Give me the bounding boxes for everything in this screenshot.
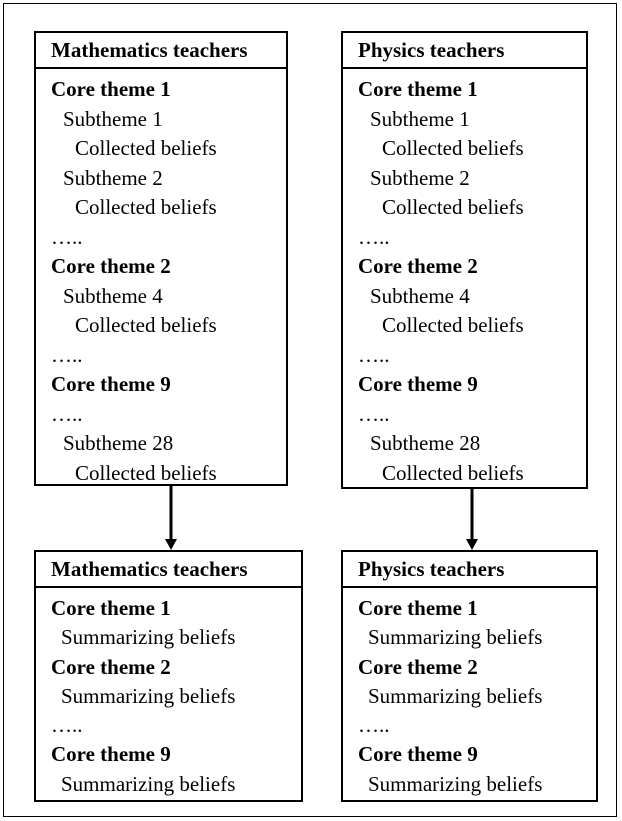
subtheme-item: Summarizing beliefs xyxy=(61,683,236,708)
beliefs-item: Collected beliefs xyxy=(75,195,217,219)
subtheme-item: Summarizing beliefs xyxy=(368,683,543,708)
core-theme-heading: Core theme 1 xyxy=(51,77,171,101)
beliefs-item: Collected beliefs xyxy=(75,136,217,160)
ellipsis-marker: ….. xyxy=(51,342,83,367)
ellipsis-marker: ….. xyxy=(358,224,390,249)
subtheme-item: Summarizing beliefs xyxy=(61,771,236,796)
core-theme-heading: Core theme 2 xyxy=(51,254,171,278)
subtheme-item: Subtheme 4 xyxy=(63,283,163,308)
ellipsis-marker: ….. xyxy=(358,713,390,738)
beliefs-item: Collected beliefs xyxy=(382,460,524,485)
core-theme-heading: Core theme 9 xyxy=(51,372,171,396)
ellipsis-marker: ….. xyxy=(51,713,83,738)
math-teachers-summary-title: Mathematics teachers xyxy=(36,552,301,588)
ellipsis-marker: ….. xyxy=(358,342,390,367)
subtheme-item: Subtheme 28 xyxy=(370,431,481,455)
core-theme-heading: Core theme 2 xyxy=(358,654,478,679)
subtheme-item: Subtheme 4 xyxy=(370,283,470,308)
beliefs-item: Collected beliefs xyxy=(75,313,217,337)
core-theme-heading: Core theme 1 xyxy=(358,596,478,620)
subtheme-item: Subtheme 28 xyxy=(63,431,174,455)
subtheme-item: Subtheme 2 xyxy=(370,165,470,190)
core-theme-heading: Core theme 9 xyxy=(358,372,478,396)
subtheme-item: Subtheme 1 xyxy=(63,106,163,131)
beliefs-item: Collected beliefs xyxy=(382,136,524,160)
physics-teachers-summary-title: Physics teachers xyxy=(343,552,596,588)
subtheme-item: Subtheme 2 xyxy=(63,165,163,190)
core-theme-heading: Core theme 2 xyxy=(358,254,478,278)
subtheme-item: Summarizing beliefs xyxy=(368,771,543,796)
core-theme-heading: Core theme 1 xyxy=(358,77,478,101)
ellipsis-marker: ….. xyxy=(51,401,83,426)
subtheme-item: Subtheme 1 xyxy=(370,106,470,131)
core-theme-heading: Core theme 2 xyxy=(51,654,171,679)
core-theme-heading: Core theme 9 xyxy=(51,742,171,767)
beliefs-item: Collected beliefs xyxy=(382,195,524,219)
physics-teachers-title: Physics teachers xyxy=(343,33,586,69)
subtheme-item: Summarizing beliefs xyxy=(368,625,543,650)
beliefs-item: Collected beliefs xyxy=(382,313,524,337)
subtheme-item: Summarizing beliefs xyxy=(61,625,236,650)
arrow-physics xyxy=(466,489,478,550)
math-teachers-title: Mathematics teachers xyxy=(36,33,286,69)
ellipsis-marker: ….. xyxy=(51,224,83,249)
beliefs-item: Collected beliefs xyxy=(75,460,217,485)
arrow-math xyxy=(165,486,177,550)
ellipsis-marker: ….. xyxy=(358,401,390,426)
core-theme-heading: Core theme 1 xyxy=(51,596,171,620)
core-theme-heading: Core theme 9 xyxy=(358,742,478,767)
